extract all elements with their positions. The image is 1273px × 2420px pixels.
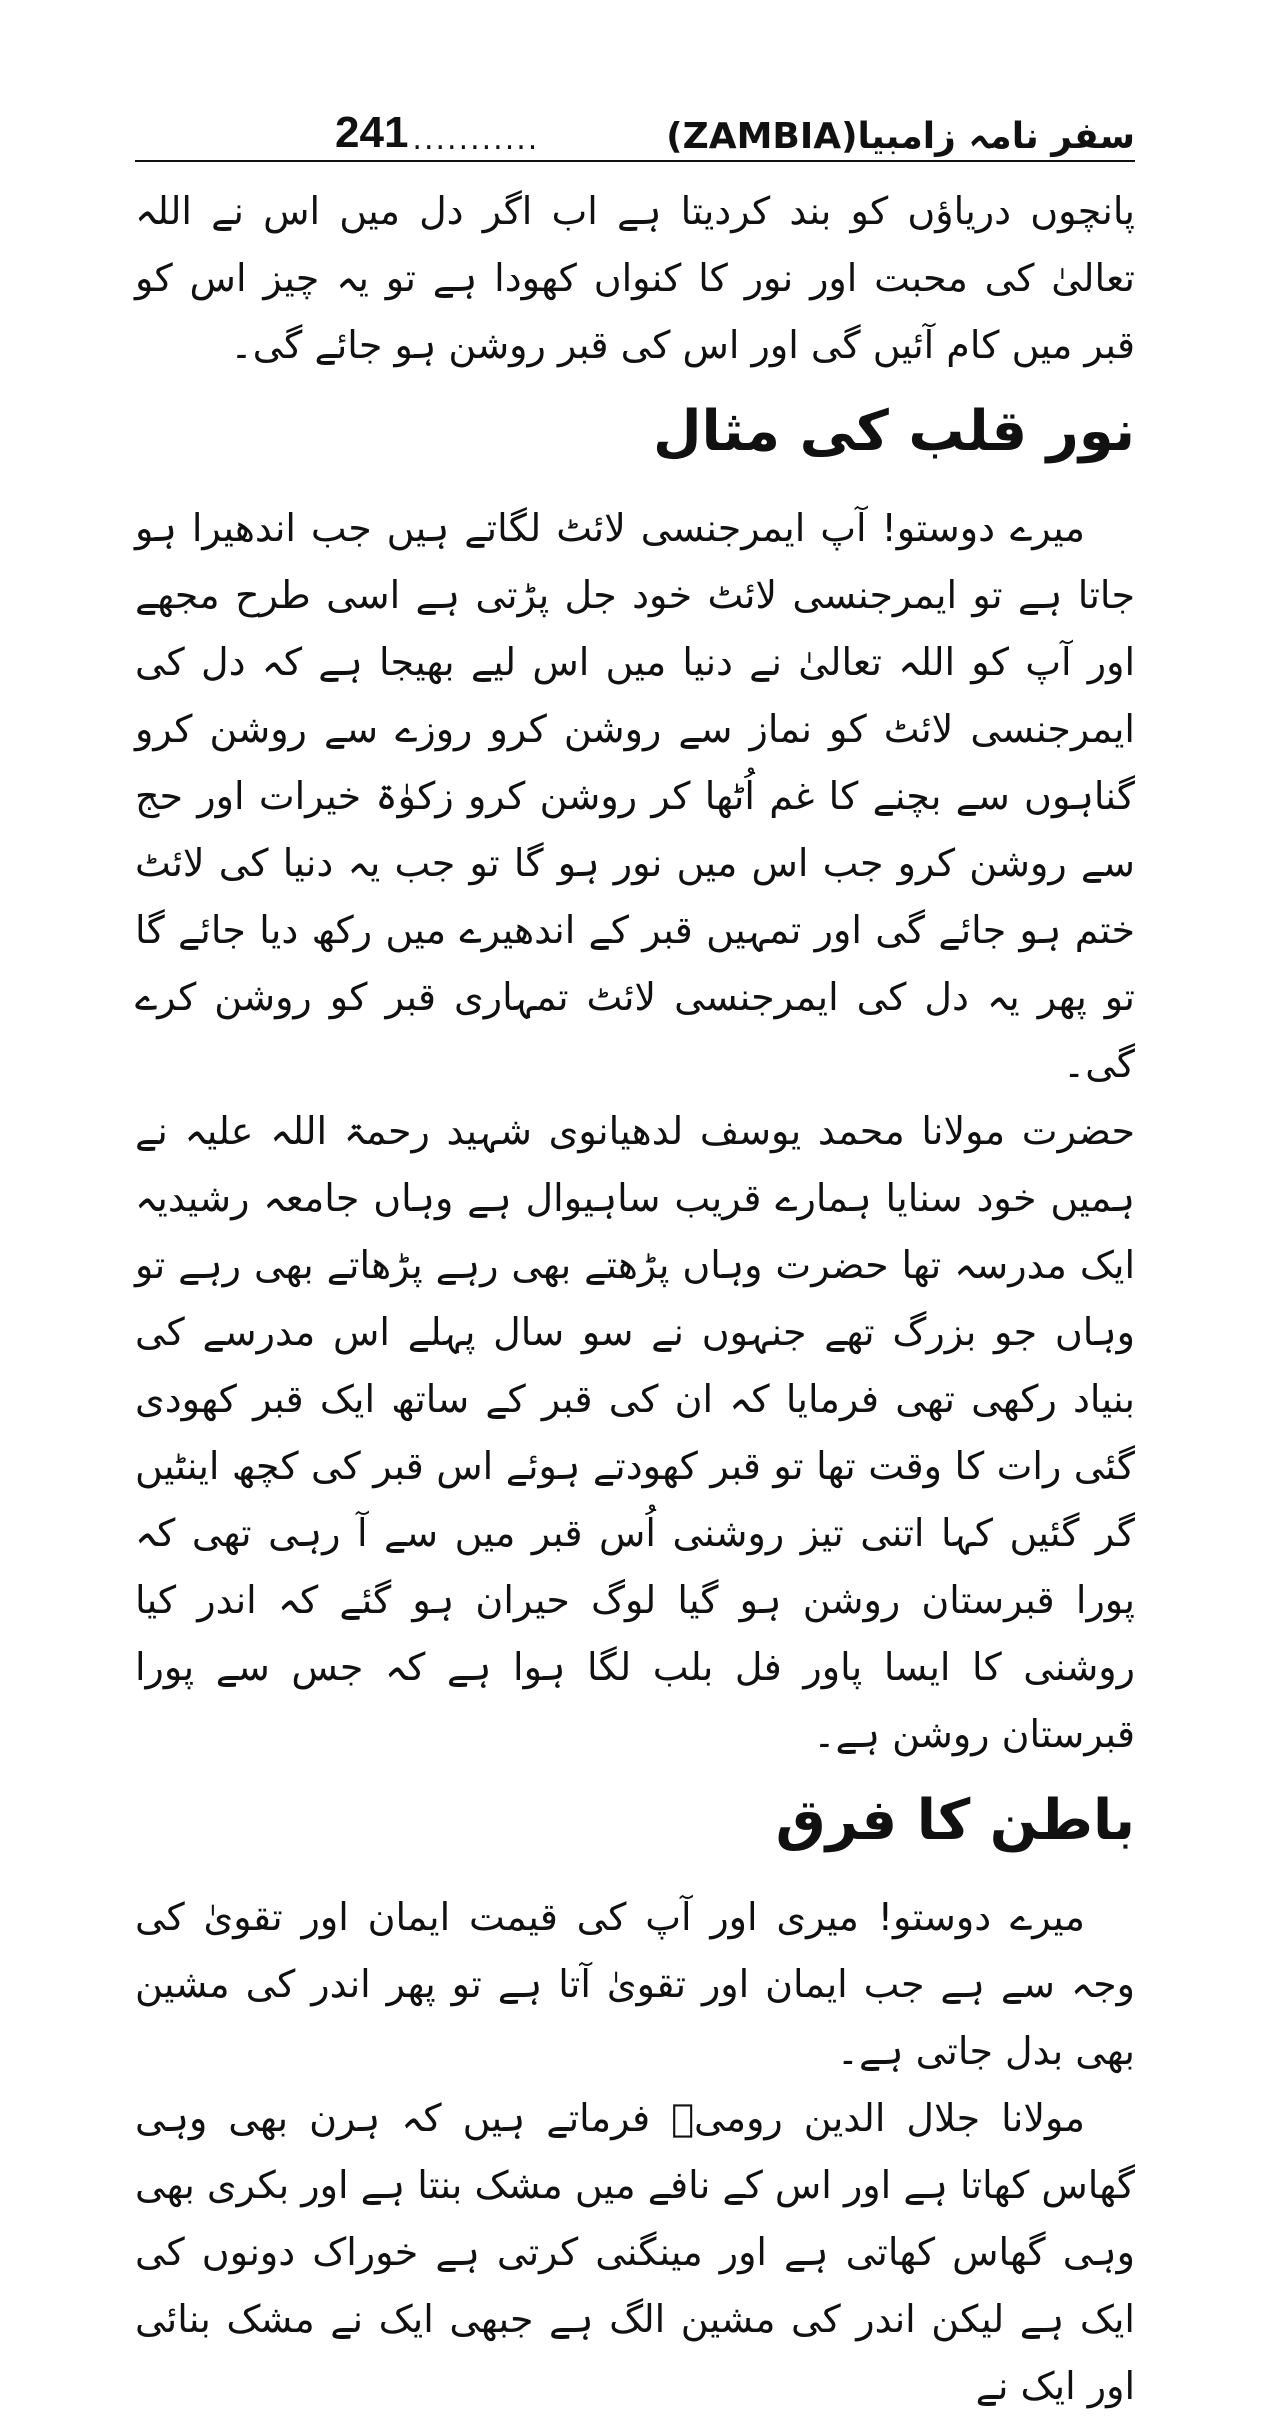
page-header [135, 95, 1135, 155]
header-rule [135, 160, 1135, 162]
section-heading: باطن کا فرق [775, 1788, 1135, 1853]
paragraph: میرے دوستو! آپ ایمرجنسی لائٹ لگاتے ہیں جب اندھیرا ہو جاتا ہے تو ایمرجنسی لائٹ خود جل پڑتی ہے اسی طرح مجھے اور آپ کو اللہ تعالیٰ نے دنیا میں اس لیے بھیجا ہے کہ دل کی ایمرجنسی لائٹ کو نماز سے روشن کرو روزے سے روشن کرو گناہوں سے بچنے کا غم اُٹھا کر روشن کرو زکوٰۃ خیرات اور حج سے روشن کرو جب اس میں نور ہو گا تو جب یہ دنیا کی لائٹ ختم ہو جائے گی اور تمہیں قبر کے اندھیرے میں رکھ دیا جائے گا تو پھر یہ دل کی ایمرجنسی لائٹ تمہاری قبر کو روشن کرے گی۔ [135, 506, 1135, 1086]
page-number: 241 [335, 108, 409, 157]
paragraph: پانچوں دریاؤں کو بند کردیتا ہے اب اگر دل میں اس نے اللہ تعالیٰ کی محبت اور نور کا کنواں کھودا ہے تو یہ چیز اس کو قبر میں کام آئیں گی اور اس کی قبر روشن ہو جائے گی۔ [135, 189, 1135, 367]
paragraph: حضرت مولانا محمد یوسف لدھیانوی شہید رحمۃ اللہ علیہ نے ہمیں خود سنایا ہمارے قریب ساہیوال ہے وہاں جامعہ رشیدیہ ایک مدرسہ تھا حضرت وہاں پڑھتے بھی رہے پڑھاتے بھی رہے تو وہاں جو بزرگ تھے جنہوں نے سو سال پہلے اس مدرسے کی بنیاد رکھی تھی فرمایا کہ ان کی قبر کے ساتھ ایک قبر کھودی گئی رات کا وقت تھا تو قبر کھودتے ہوئے اس قبر کی کچھ اینٹیں گر گئیں کہا اتنی تیز روشنی اُس قبر میں سے آ رہی تھی کہ پورا قبرستان روشن ہو گیا لوگ حیران ہو گئے کہ اندر کیا روشنی کا ایسا پاور فل بلب لگا ہوا ہے کہ جس سے پورا قبرستان روشن ہے۔ [135, 1109, 1135, 1756]
running-title: سفر نامہ زامبیا(ZAMBIA) [666, 116, 1135, 157]
section-heading: نور قلب کی مثال [652, 399, 1135, 464]
paragraph: مولانا جلال الدین رومیؒ فرماتے ہیں کہ ہرن بھی وہی گھاس کھاتا ہے اور اس کے نافے میں مشک بنتا ہے اور بکری بھی وہی گھاس کھاتی ہے اور مینگنی کرتی ہے خوراک دونوں کی ایک ہے لیکن اندر کی مشین الگ ہے جبھی ایک نے مشک بنائی اور ایک نے [135, 2096, 1135, 2408]
leader-dots: ........... [412, 122, 540, 157]
page-body [135, 178, 1135, 2408]
paragraph: میرے دوستو! میری اور آپ کی قیمت ایمان اور تقویٰ کی وجہ سے ہے جب ایمان اور تقویٰ آتا ہے تو پھر اندر کی مشین بھی بدل جاتی ہے۔ [135, 1895, 1135, 2073]
page-number-group [335, 108, 540, 157]
